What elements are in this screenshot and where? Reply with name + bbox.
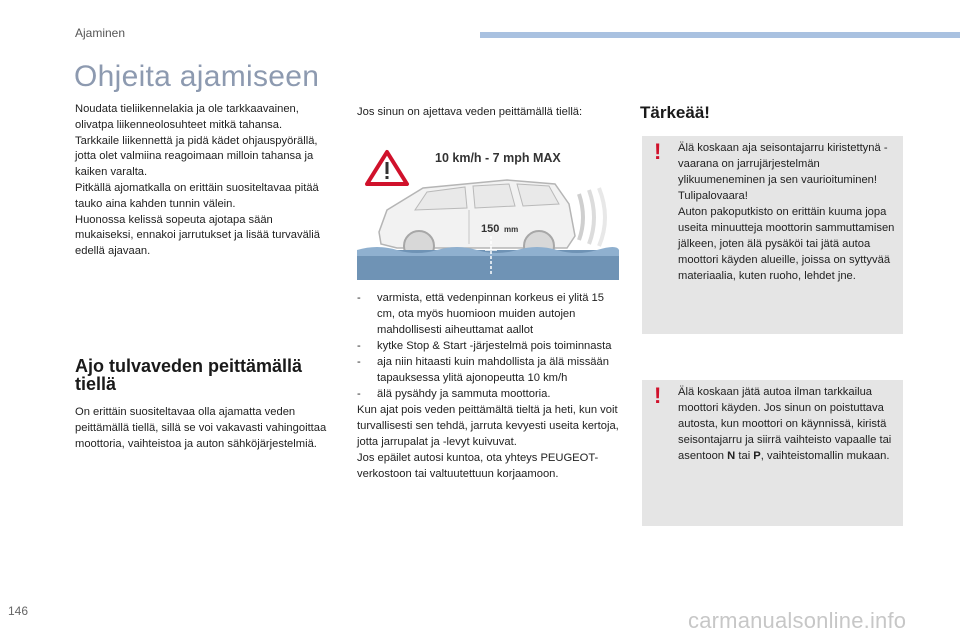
list-item	[357, 386, 622, 402]
section-header: Ajaminen	[75, 26, 126, 40]
warning-text-part: tai	[735, 450, 754, 462]
page-number: 146	[8, 604, 29, 618]
depth-value: 150	[481, 223, 500, 235]
flood-instructions-list	[357, 290, 622, 482]
gear-n: N	[727, 450, 736, 462]
list-item-text: kytke Stop & Start -järjestelmä pois toiminnasta	[377, 340, 612, 352]
list-item-text: älä pysähdy ja sammuta moottoria.	[377, 388, 551, 400]
list-item-text: varmista, että vedenpinnan korkeus ei ylitä 15 cm, ota myös huomioon muiden autojen mahdollisesti aiheuttamat aallot	[377, 292, 604, 336]
after-flood-text: Kun ajat pois veden peittämältä tieltä ja heti, kun voit turvallisesti sen tehdä, jarruta kevyesti useita kertoja, jotta jarrupalat ja -levyt kuivuvat. Jos epäilet autosi kuntoa, ota yhteys PEUGEOT-verkostoon tai valtuutettuun korjaamoon.	[357, 404, 619, 480]
page-title: Ohjeita ajamiseen	[74, 60, 320, 93]
flood-driving-illustration	[357, 140, 619, 280]
flood-heading: Ajo tulvaveden peittämällä tiellä	[75, 356, 303, 394]
depth-unit: mm	[504, 225, 519, 234]
list-dash: -	[357, 388, 361, 400]
warning-text: Älä koskaan aja seisontajarru kiristettynä - vaarana on jarrujärjestelmän ylikuumeneminen ja sen vaurioituminen! Tulipalovaara! Auton pakoputkisto on erittäin kuuma jopa useita minuutteja moottorin sammuttamisen jälkeen, joten älä pysäköi tai jätä autoa moottori käyden alueille, joissa on syttyvää materiaalia, kuten ruoho, lehdet jne.	[678, 142, 895, 282]
list-dash: -	[357, 292, 361, 304]
list-item	[357, 290, 622, 338]
exclamation-icon: !	[654, 139, 662, 164]
list-item-text: aja niin hitaasti kuin mahdollista ja älä missään tapauksessa ylitä ajonopeutta 10 km/h	[377, 356, 609, 384]
list-dash: -	[357, 340, 361, 352]
list-item	[357, 354, 622, 386]
speed-limit-label: 10 km/h - 7 mph MAX	[435, 151, 561, 165]
flood-instructions-intro: Jos sinun on ajettava veden peittämällä tiellä:	[357, 106, 583, 118]
list-dash: -	[357, 356, 361, 368]
warning-box-unattended	[642, 380, 903, 526]
warning-text-part: Älä koskaan jätä autoa ilman tarkkailua moottori käyden. Jos sinun on poistuttava autosta, kun moottori on käynnissä, kiristä seisontajarru ja siirrä vaihteisto vapaalle tai asentoon	[678, 386, 892, 462]
driving-advice-paragraph: Noudata tieliikennelakia ja ole tarkkaavainen, olivatpa liikenneolosuhteet mitkä tahansa. Tarkkaile liikennettä ja pidä kädet ohjauspyörällä, jotta olet valmiina reagoimaan milloin tahansa ja kaiken varalta. Pitkällä ajomatkalla on erittäin suositeltavaa pitää tauko aina kahden tunnin välein. Huonossa kelissä sopeuta ajotapa sään mukaiseksi, ennakoi jarrutukset ja lisää turvaväliä edellä ajavaan.	[75, 103, 320, 258]
header-bar	[480, 32, 960, 38]
warning-box-parking-brake	[642, 136, 903, 334]
watermark: carmanualsonline.info	[688, 608, 907, 633]
warning-text	[678, 384, 898, 464]
list-item	[357, 338, 622, 354]
exclamation-icon: !	[654, 383, 662, 408]
driving-advice-text	[75, 102, 330, 260]
gear-p: P	[753, 450, 761, 462]
flood-intro-text: On erittäin suositeltavaa olla ajamatta veden peittämällä tiellä, sillä se voi vakavasti vahingoittaa moottoria, vaihteistoa ja auton sähköjärjestelmiä.	[75, 406, 327, 450]
important-heading: Tärkeää!	[640, 103, 710, 122]
warning-text-part: , vaihteistomallin mukaan.	[760, 450, 890, 462]
car-in-water-figure	[357, 140, 619, 280]
